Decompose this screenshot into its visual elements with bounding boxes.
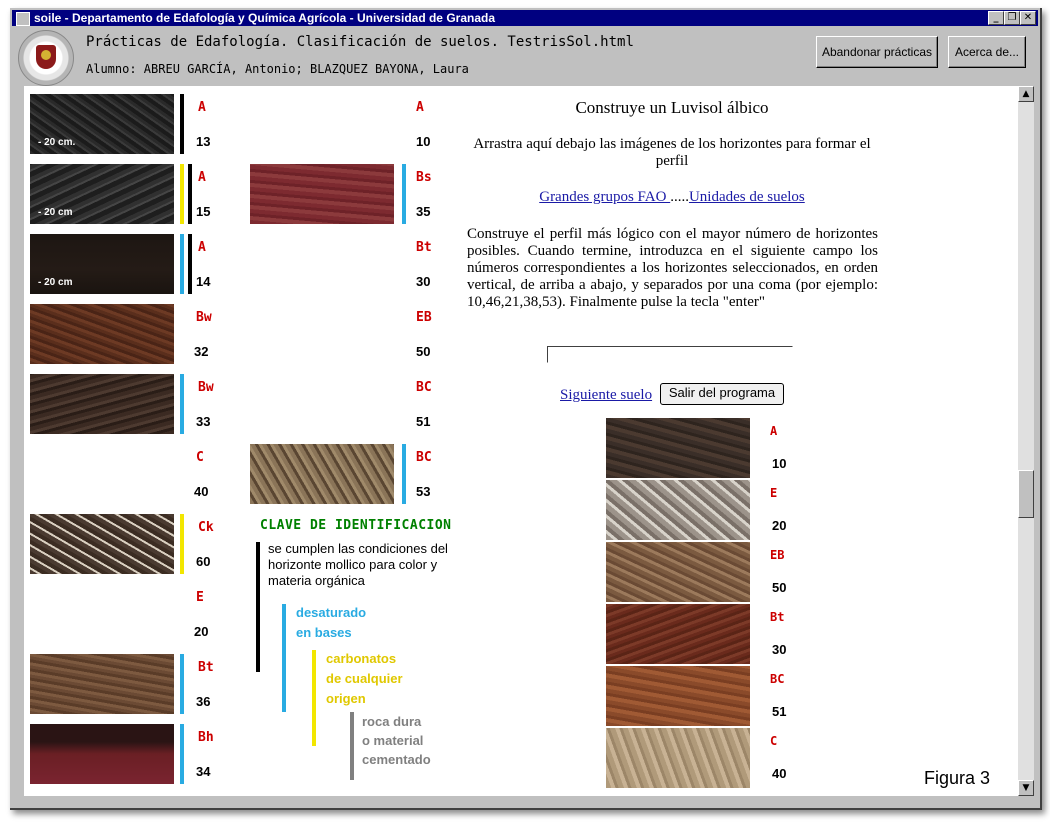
horizon-number: 20 (194, 624, 209, 639)
title-bar[interactable] (12, 10, 1038, 26)
horizon-label: Bt (198, 660, 214, 675)
fao-groups-link[interactable]: Grandes grupos FAO (539, 189, 671, 205)
horizon-label: Bh (198, 730, 214, 745)
horizon-label: BC (416, 450, 432, 465)
horizon-number: 15 (196, 204, 211, 219)
horizon-number: 36 (196, 694, 211, 709)
window-title: soile - Departamento de Edafología y Química Agrícola - Universidad de Granada (34, 11, 496, 25)
horizon-image-53[interactable] (250, 444, 394, 504)
link-separator: ..... (670, 189, 689, 205)
student-names: Alumno: ABREU GARCÍA, Antonio; BLAZQUEZ BAYONA, Laura (86, 62, 469, 76)
hard-rock-bar (350, 712, 354, 780)
horizon-image-33[interactable] (30, 374, 174, 434)
horizon-image-14[interactable] (30, 234, 174, 294)
quit-practices-button[interactable]: Abandonar prácticas (816, 36, 938, 68)
horizon-label: A (198, 100, 206, 115)
key-title: CLAVE DE IDENTIFICACION (260, 518, 452, 533)
horizon-caption: - 20 cm (38, 207, 73, 218)
horizon-image-13[interactable] (30, 94, 174, 154)
practice-title: Prácticas de Edafología. Clasificación de suelos. TestrisSol.html (86, 34, 634, 50)
profile-horizon-number: 51 (772, 704, 787, 719)
horizon-number: 33 (196, 414, 211, 429)
horizon-label: Bt (416, 240, 432, 255)
horizon-label: A (198, 240, 206, 255)
profile-horizon-number: 50 (772, 580, 787, 595)
horizon-label: EB (416, 310, 432, 325)
horizon-bar (180, 654, 184, 714)
horizon-number: 13 (196, 134, 211, 149)
horizon-number: 34 (196, 764, 211, 779)
profile-horizon-label: C (770, 734, 778, 748)
horizon-number: 60 (196, 554, 211, 569)
profile-horizon-number: 30 (772, 642, 787, 657)
horizon-image-36[interactable] (30, 654, 174, 714)
app-icon[interactable] (16, 12, 30, 26)
horizon-bar (180, 164, 184, 224)
horizon-image-15[interactable] (30, 164, 174, 224)
key-carbonates-3: origen (326, 691, 366, 706)
profile-horizon-label: BC (770, 672, 785, 686)
profile-horizon-label: A (770, 424, 778, 438)
profile-horizon-label: Bt (770, 610, 785, 624)
figure-label: Figura 3 (924, 768, 991, 788)
about-button[interactable]: Acerca de... (948, 36, 1026, 68)
horizon-bar (402, 444, 406, 504)
profile-horizon-number: 20 (772, 518, 787, 533)
key-desaturated-2: en bases (296, 625, 352, 640)
instructions-text: Construye el perfil más lógico con el mayor número de horizontes posibles. Cuando termine, introduzca en el siguiente campo los números correspondientes a los horizontes seleccionados, en orden vertical, de arriba a abajo, y separados por una coma (por ejemplo: 10,46,21,38,53). Finalmente pulse la tecla "enter" (467, 226, 878, 310)
key-mollic-text: se cumplen las condiciones del horizonte mollico para color y materia orgánica (268, 541, 448, 588)
horizon-label: Bw (196, 310, 212, 325)
horizon-number: 10 (416, 134, 431, 149)
horizon-label: BC (416, 380, 432, 395)
horizon-label: A (416, 100, 424, 115)
profile-horizon-number: 40 (772, 766, 787, 781)
horizon-bar (188, 164, 192, 224)
drag-hint: Arrastra aquí debajo las imágenes de los horizontes para formar el perfil (473, 136, 871, 169)
key-rock-2: o material (362, 733, 424, 748)
key-desaturated-1: desaturado (296, 605, 367, 620)
horizon-number: 50 (416, 344, 431, 359)
soil-units-link[interactable]: Unidades de suelos (688, 189, 805, 205)
horizon-number: 35 (416, 204, 431, 219)
horizon-caption: - 20 cm. (38, 137, 76, 148)
scroll-down-button[interactable]: ▼ (1018, 780, 1034, 796)
key-carbonates-1: carbonatos (326, 651, 397, 666)
carbonates-bar (312, 650, 316, 746)
scroll-thumb[interactable] (1018, 470, 1034, 518)
profile-horizon-number: 10 (772, 456, 787, 471)
profile-horizon-10[interactable] (606, 418, 750, 478)
next-soil-link[interactable]: Siguiente suelo (560, 387, 653, 403)
horizon-label: Bw (198, 380, 214, 395)
horizon-label: Bs (416, 170, 432, 185)
key-rock-3: cementado (362, 752, 431, 767)
minimize-button[interactable]: _ (988, 11, 1004, 25)
mollic-bar (256, 542, 260, 672)
horizon-bar (180, 94, 184, 154)
horizon-label: A (198, 170, 206, 185)
maximize-button[interactable]: ❐ (1004, 11, 1020, 25)
profile-horizon-label: EB (770, 548, 785, 562)
horizon-number: 14 (196, 274, 211, 289)
horizon-image-32[interactable] (30, 304, 174, 364)
horizon-number: 40 (194, 484, 209, 499)
horizon-image-34[interactable] (30, 724, 174, 784)
horizon-bar (180, 374, 184, 434)
horizon-image-60[interactable] (30, 514, 174, 574)
answer-input[interactable] (547, 346, 793, 363)
desaturated-bar (282, 604, 286, 712)
horizon-bar (180, 514, 184, 574)
profile-horizon-50[interactable] (606, 542, 750, 602)
horizon-label: E (196, 590, 204, 605)
crest-icon (36, 45, 56, 69)
horizon-bar (188, 234, 192, 294)
key-carbonates-2: de cualquier (326, 671, 403, 686)
profile-horizon-20[interactable] (606, 480, 750, 540)
profile-horizon-51[interactable] (606, 666, 750, 726)
horizon-bar (180, 724, 184, 784)
horizon-number: 32 (194, 344, 209, 359)
profile-horizon-label: E (770, 486, 778, 500)
horizon-bar (180, 234, 184, 294)
vertical-scrollbar[interactable] (1018, 86, 1034, 796)
key-rock-1: roca dura (362, 714, 422, 729)
horizon-label: C (196, 450, 204, 465)
exit-program-button[interactable]: Salir del programa (660, 383, 784, 405)
scroll-up-button[interactable]: ▲ (1018, 86, 1034, 102)
horizon-number: 30 (416, 274, 431, 289)
horizon-image-35[interactable] (250, 164, 394, 224)
horizon-number: 51 (416, 414, 431, 429)
horizon-label: Ck (198, 520, 214, 535)
exercise-heading: Construye un Luvisol álbico (575, 98, 769, 117)
university-logo (18, 30, 74, 86)
close-button[interactable]: ✕ (1020, 11, 1036, 25)
horizon-caption: - 20 cm (38, 277, 73, 288)
profile-horizon-40[interactable] (606, 728, 750, 788)
profile-horizon-30[interactable] (606, 604, 750, 664)
horizon-number: 53 (416, 484, 431, 499)
horizon-bar (402, 164, 406, 224)
